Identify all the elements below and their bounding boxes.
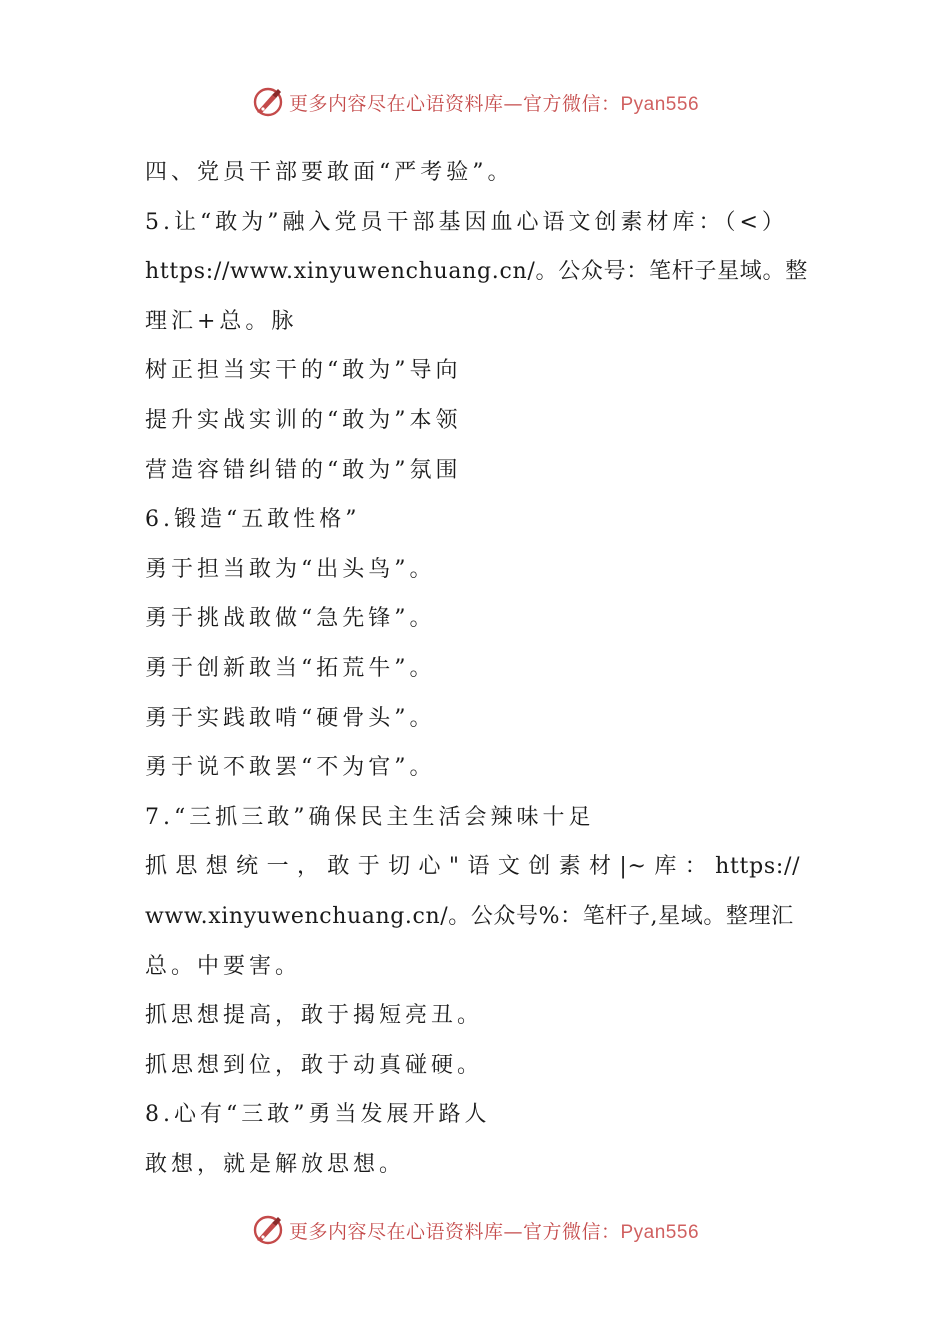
body-line: 树正担当实干的“敢为”导向 bbox=[145, 358, 462, 384]
body-line: 理汇+总。脉 bbox=[145, 308, 298, 334]
body-line: 勇于创新敢当“拓荒牛”。 bbox=[145, 655, 436, 681]
body-line: 抓思想到位，敢于动真碰硬。 bbox=[145, 1052, 484, 1078]
body-line: 7.“三抓三敢”确保民主生活会辣味十足 bbox=[145, 804, 595, 830]
body-line: 勇于担当敢为“出头鸟”。 bbox=[145, 556, 436, 582]
body-line: 勇于说不敢罢“不为官”。 bbox=[145, 755, 436, 781]
body-line: 8.心有“三敢”勇当发展开路人 bbox=[145, 1102, 491, 1128]
body-line: 抓 思 想 统 一 ， 敢 于 切 心 " 语 文 创 素 材 |~ 库 ： https:// bbox=[145, 854, 801, 880]
body-line: 6.锻造“五敢性格” bbox=[145, 507, 361, 533]
document-body bbox=[145, 148, 810, 1189]
footer-banner bbox=[0, 1210, 950, 1250]
footer-banner-wechat: Pyan556 bbox=[620, 1221, 700, 1243]
body-line: 5.让“敢为”融入党员干部基因血心语文创素材库：（<） bbox=[145, 209, 788, 235]
header-banner bbox=[0, 82, 950, 122]
body-line: 抓思想提高，敢于揭短亮丑。 bbox=[145, 1003, 484, 1029]
body-line: 总。中要害。 bbox=[145, 953, 302, 979]
footer-banner-label: 更多内容尽在心语资料库—官方微信： bbox=[288, 1220, 621, 1243]
pen-logo-icon bbox=[251, 85, 285, 119]
body-line: 营造容错纠错的“敢为”氛围 bbox=[145, 457, 462, 483]
body-line: 勇于挑战敢做“急先锋”。 bbox=[145, 606, 436, 632]
footer-banner-text bbox=[289, 1217, 699, 1244]
body-line: 四、党员干部要敢面“严考验”。 bbox=[145, 160, 514, 185]
body-line: 勇于实践敢啃“硬骨头”。 bbox=[145, 705, 436, 731]
pen-logo-icon bbox=[251, 1213, 285, 1247]
header-banner-text bbox=[289, 89, 699, 116]
body-line: 提升实战实训的“敢为”本领 bbox=[145, 407, 462, 433]
body-line: https://www.xinyuwenchuang.cn/。公众号：笔杆子星域。整 bbox=[145, 259, 808, 285]
body-line: www.xinyuwenchuang.cn/。公众号%：笔杆子,星域。整理汇 bbox=[145, 903, 794, 929]
header-banner-wechat: Pyan556 bbox=[620, 93, 700, 115]
header-banner-label: 更多内容尽在心语资料库—官方微信： bbox=[288, 92, 621, 115]
body-line: 敢想，就是解放思想。 bbox=[145, 1151, 406, 1177]
